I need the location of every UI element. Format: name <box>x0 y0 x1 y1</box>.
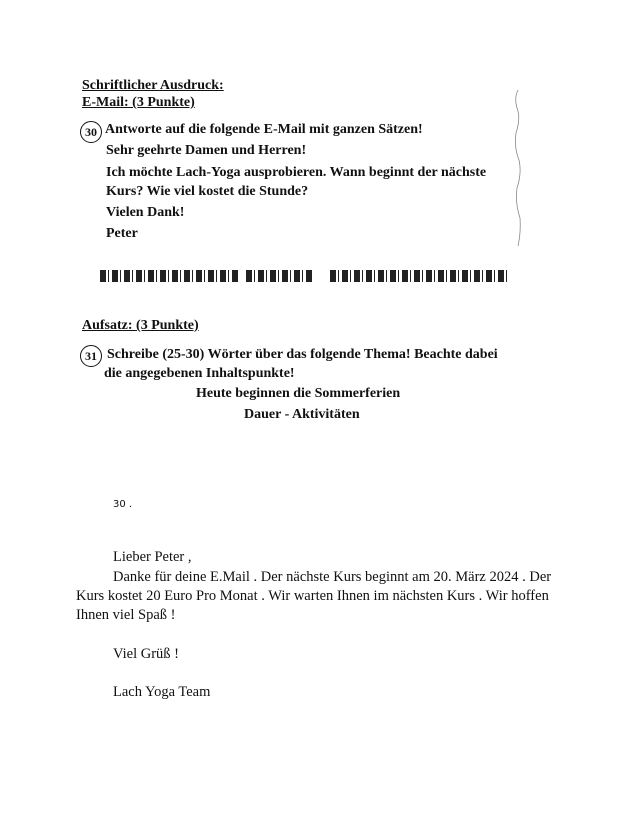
task-31-instruction-line2: die angegebenen Inhaltspunkte! <box>104 366 295 381</box>
email-line: Peter <box>106 226 138 241</box>
email-line: Vielen Dank! <box>106 205 185 220</box>
answer-body-line: Danke für deine E.Mail . Der nächste Kurs beginnt am 20. März 2024 . Der <box>113 569 552 585</box>
answer-closing: Viel Grüß ! <box>113 646 179 662</box>
answer-label: 30 . <box>113 499 133 510</box>
section-heading-email: E-Mail: (3 Punkte) <box>82 95 195 110</box>
task-30-instruction: Antworte auf die folgende E-Mail mit ganzen Sätzen! <box>105 122 423 137</box>
task-31-instruction-line1: Schreibe (25-30) Wörter über das folgende Thema! Beachte dabei <box>107 347 498 362</box>
section-heading-schriftlicher-ausdruck: Schriftlicher Ausdruck: <box>82 78 224 93</box>
email-line: Kurs? Wie viel kostet die Stunde? <box>106 184 309 199</box>
answer-greeting: Lieber Peter , <box>113 549 192 565</box>
answer-body-line: Ihnen viel Spaß ! <box>76 607 176 623</box>
task-number-31: 31 <box>80 345 102 367</box>
email-line: Sehr geehrte Damen und Herren! <box>106 143 307 158</box>
margin-scribble <box>512 88 526 248</box>
section-heading-aufsatz: Aufsatz: (3 Punkte) <box>82 318 199 333</box>
email-line: Ich möchte Lach-Yoga ausprobieren. Wann beginnt der nächste <box>106 165 487 180</box>
answer-signature: Lach Yoga Team <box>113 684 211 700</box>
task-number-30: 30 <box>80 121 102 143</box>
answer-body-line: Kurs kostet 20 Euro Pro Monat . Wir warten Ihnen im nächsten Kurs . Wir hoffen <box>76 588 549 604</box>
essay-points: Dauer - Aktivitäten <box>244 407 360 422</box>
essay-topic: Heute beginnen die Sommerferien <box>196 386 401 401</box>
